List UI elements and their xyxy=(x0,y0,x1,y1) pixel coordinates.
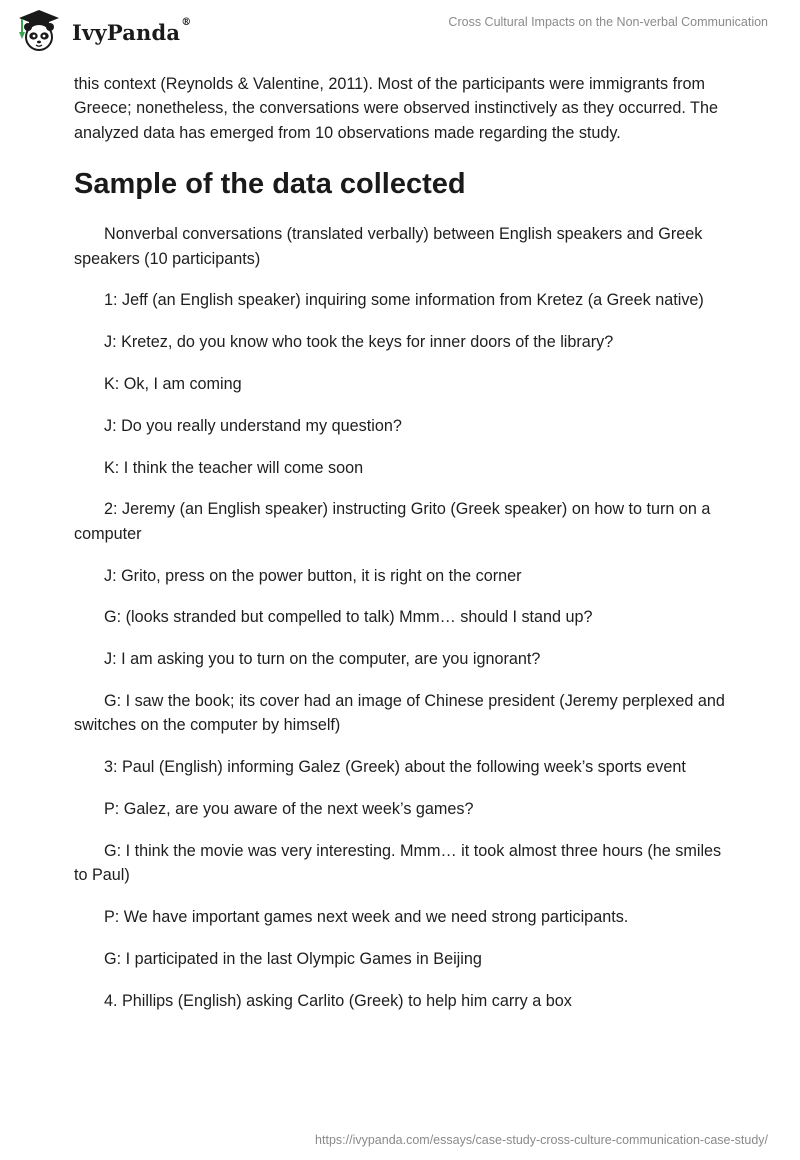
logo-wordmark: IvyPanda® xyxy=(72,16,192,45)
essay-content xyxy=(74,72,734,1030)
document-title: Cross Cultural Impacts on the Non-verbal Communication xyxy=(448,15,768,29)
panda-mortarboard-icon xyxy=(16,8,62,54)
paragraph: P: We have important games next week and we need strong participants. xyxy=(104,908,629,926)
paragraph: G: I saw the book; its cover had an image of Chinese president (Jeremy perplexed and switches on the computer by himself) xyxy=(74,692,725,735)
paragraph: G: I think the movie was very interesting. Mmm… it took almost three hours (he smiles to Paul) xyxy=(74,841,722,885)
source-url-link[interactable]: https://ivypanda.com/essays/case-study-cross-culture-communication-case-study/ xyxy=(315,1133,768,1147)
paragraph: 3: Paul (English) informing Galez (Greek) about the following week’s sports event xyxy=(104,758,686,777)
paragraph: G: (looks stranded but compelled to talk) Mmm… should I stand up? xyxy=(104,608,593,627)
section-heading: Sample of the data collected xyxy=(74,168,466,201)
paragraph: 4. Phillips (English) asking Carlito (Greek) to help him carry a box xyxy=(104,991,572,1010)
intro-paragraph: this context (Reynolds & Valentine, 2011). Most of the participants were immigrants from Greece; nonetheless, the conversations were observed instinctively as they occurred. The analyzed data has emerged from 10 observations made regarding the study. xyxy=(74,75,718,142)
paragraph: K: Ok, I am coming xyxy=(104,375,242,394)
paragraph: G: I participated in the last Olympic Games in Beijing xyxy=(104,949,482,968)
paragraph: K: I think the teacher will come soon xyxy=(104,458,364,477)
paragraph: P: Galez, are you aware of the next week’s games? xyxy=(104,800,474,818)
paragraph: 2: Jeremy (an English speaker) instructing Grito (Greek speaker) on how to turn on a computer xyxy=(74,500,711,543)
paragraph: 1: Jeff (an English speaker) inquiring some information from Kretez (a Greek native) xyxy=(104,291,704,310)
paragraph: J: Do you really understand my question? xyxy=(104,416,402,435)
paragraph: Nonverbal conversations (translated verbally) between English speakers and Greek speakers (10 participants) xyxy=(74,225,703,268)
paragraph: J: I am asking you to turn on the computer, are you ignorant? xyxy=(104,650,541,669)
page-header xyxy=(0,0,800,64)
paragraph: J: Grito, press on the power button, it is right on the corner xyxy=(104,566,522,585)
paragraph: J: Kretez, do you know who took the keys for inner doors of the library? xyxy=(104,333,614,352)
ivypanda-logo[interactable] xyxy=(16,8,191,54)
